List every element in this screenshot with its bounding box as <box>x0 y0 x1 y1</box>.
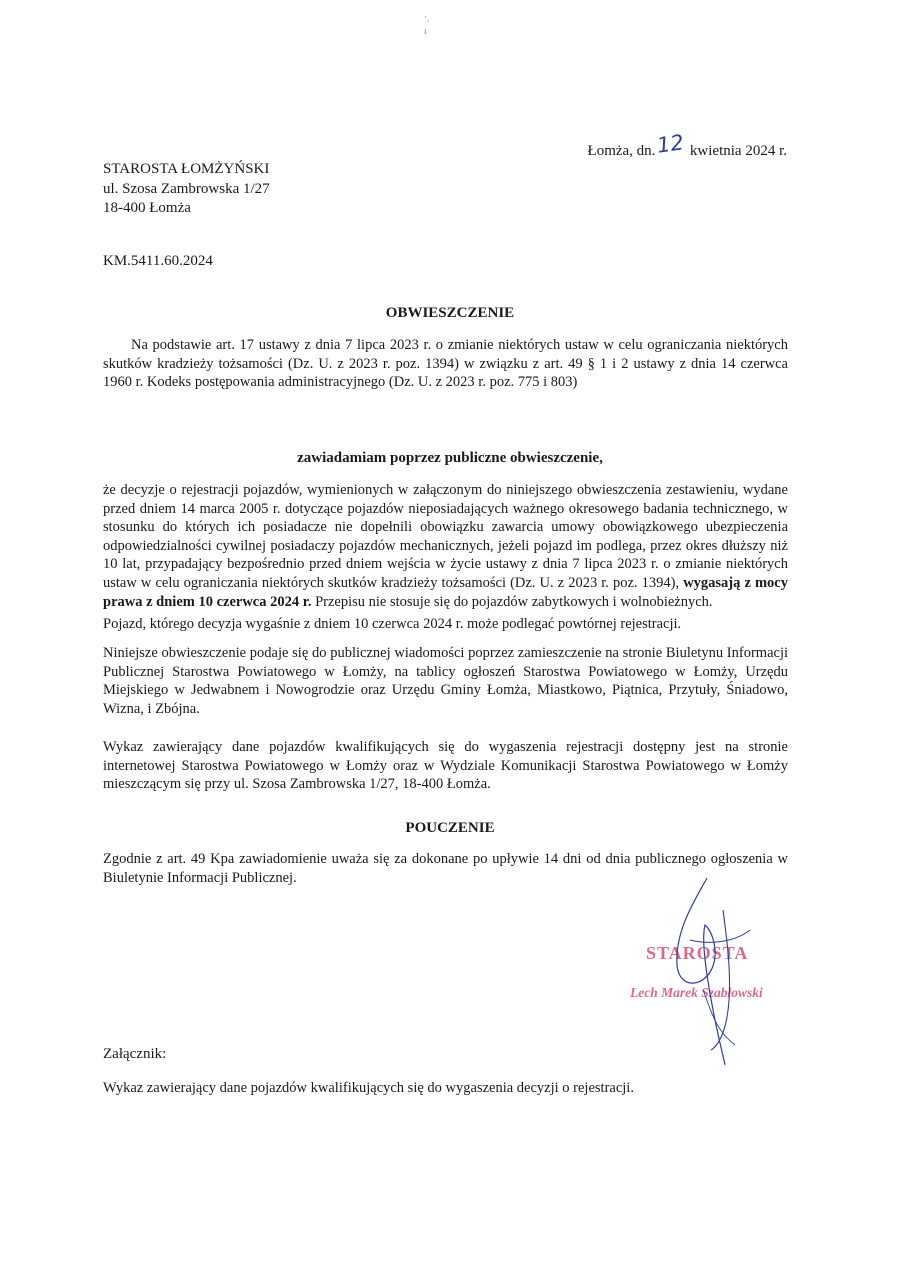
main-paragraph-text: że decyzje o rejestracji pojazdów, wymienionych w załączonym do niniejszego obwieszczenia zestawieniu, wydane przed dniem 14 marca 2005 r. dotyczące pojazdów nieposiadających ważnego okresowego badania technicznego, w stosunku do których ich posiadacze nie dopełnili obowiązku zawarcia umowy obowiązkowego ubezpieczenia odpowiedzialności cywilnej posiadaczy pojazdów mechanicznych, jeżeli pojazd im podlega, przez okres dłuższy niż 10 lat, przypadający bezpośrednio przed dniem wejścia w życie ustawy z dnia 7 lipca 2023 r. o zmianie niektórych ustaw w celu ograniczania niektórych skutków kradzieży tożsamości (Dz. U. z 2023 r. poz. 1394), <box>103 482 788 591</box>
instruction-title: POUCZENIE <box>405 820 495 836</box>
date-suffix: kwietnia 2024 r. <box>689 143 787 159</box>
list-availability-paragraph: Wykaz zawierający dane pojazdów kwalifikujących się do wygaszenia rejestracji dostępny jest na stronie internetowej Starostwa Powiatowego w Łomży oraz w Wydziale Komunikacji Starostwa Powiatowego w Łomży mieszczącym się przy ul. Szosa Zambrowska 1/27, 18-400 Łomża. <box>103 739 788 793</box>
notice-heading: zawiadamiam poprzez publiczne obwieszczenie, <box>297 450 603 466</box>
main-paragraph-tail: Przepisu nie stosuje się do pojazdów zabytkowych i wolnobieżnych. <box>311 593 713 610</box>
sender-line-1: STAROSTA ŁOMŻYŃSKI <box>103 161 270 177</box>
sender-line-3: 18-400 Łomża <box>103 200 191 216</box>
stamp-title: STAROSTA <box>646 943 749 963</box>
document-title: OBWIESZCZENIE <box>385 305 515 321</box>
stamp-name: Lech Marek Szabłowski <box>630 985 763 1000</box>
handwritten-day: 12 <box>655 130 686 158</box>
scan-specks: ·ˎ ı <box>424 12 430 36</box>
main-paragraph <box>103 481 788 611</box>
expiry-statement: wygasają z mocy prawa z dniem 10 czerwca 2024 r. <box>103 574 788 610</box>
date-prefix: Łomża, dn. <box>587 143 656 159</box>
reregistration-paragraph: Pojazd, którego decyzja wygaśnie z dniem 10 czerwca 2024 r. może podlegać powtórnej rejestracji. <box>103 616 682 632</box>
attachment-description: Wykaz zawierający dane pojazdów kwalifikujących się do wygaszenia decyzji o rejestracji. <box>103 1080 634 1096</box>
attachment-label: Załącznik: <box>103 1046 167 1062</box>
instruction-paragraph: Zgodnie z art. 49 Kpa zawiadomienie uważa się za dokonane po upływie 14 dni od dnia publicznego ogłoszenia w Biuletynie Informacji Publicznej. <box>103 851 788 886</box>
sender-address <box>103 160 270 219</box>
publication-paragraph: Niniejsze obwieszczenie podaje się do publicznej wiadomości poprzez zamieszczenie na stronie Biuletynu Informacji Publicznej Starostwa Powiatowego w Łomży, na tablicy ogłoszeń Starostwa Powiatowego w Łomży, Urzędu Miejskiego w Jedwabnem i Nowogrodzie oraz Urzędu Gminy Łomża, Miastkowo, Piątnica, Przytuły, Śniadowo, Wizna, i Zbójna. <box>103 645 788 717</box>
sender-line-2: ul. Szosa Zambrowska 1/27 <box>103 180 270 197</box>
handwritten-signature <box>615 870 765 1070</box>
case-number: KM.5411.60.2024 <box>103 253 213 269</box>
date-line <box>587 130 787 160</box>
legal-basis-paragraph: Na podstawie art. 17 ustawy z dnia 7 lipca 2023 r. o zmianie niektórych ustaw w celu ograniczania niektórych skutków kradzieży tożsamości (Dz. U. z 2023 r. poz. 1394) w związku z art. 49 § 1 i 2 ustawy z dnia 14 czerwca 1960 r. Kodeks postępowania administracyjnego (Dz. U. z 2023 r. poz. 775 i 803) <box>103 337 788 391</box>
